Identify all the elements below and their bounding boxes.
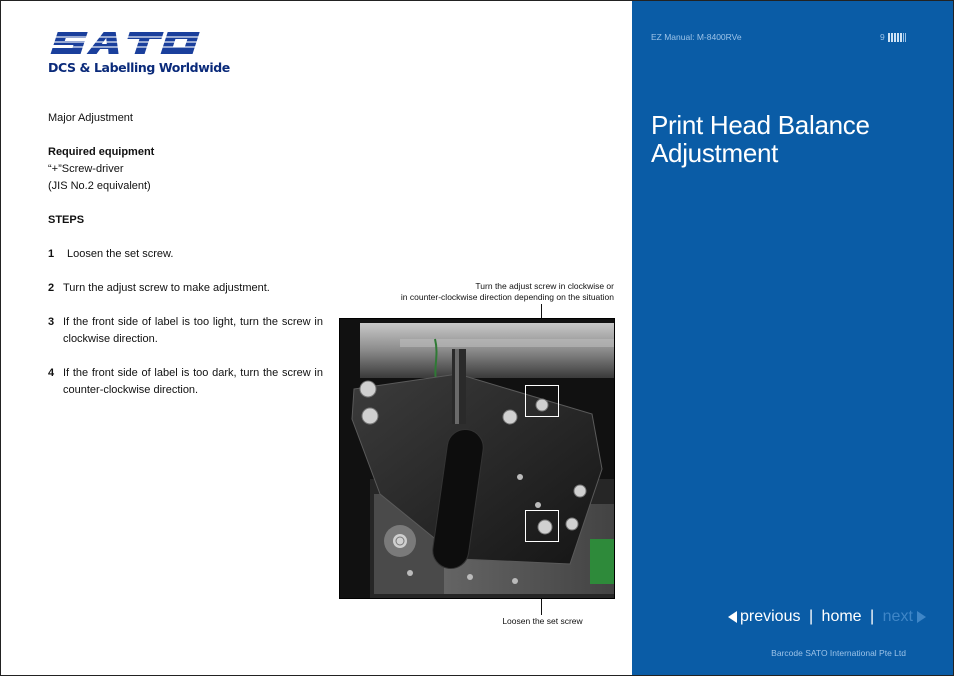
major-adjustment-label: Major Adjustment: [48, 112, 133, 124]
page-indicator-icon: [888, 33, 906, 42]
equipment-line-2: (JIS No.2 equivalent): [48, 180, 151, 192]
equipment-block: [48, 144, 154, 195]
set-screw-highlight: [525, 510, 559, 542]
step-number: 3: [48, 316, 55, 328]
callout-top-line-1: Turn the adjust screw in clockwise or: [475, 281, 614, 291]
step-2: [48, 280, 323, 297]
nav-separator: |: [808, 608, 814, 625]
company-name: Barcode SATO International Pte Ltd: [771, 648, 906, 658]
print-head-illustration: [340, 319, 615, 599]
next-arrow-icon: [917, 611, 926, 623]
step-number: 1: [48, 248, 55, 260]
step-1: [48, 246, 323, 263]
previous-arrow-icon[interactable]: [728, 611, 737, 623]
equipment-heading: Required equipment: [48, 146, 155, 158]
nav-separator: |: [870, 608, 875, 625]
step-3: [48, 314, 323, 348]
step-text: Turn the adjust screw to make adjustment.: [63, 282, 270, 294]
manual-label: EZ Manual: M-8400RVe: [651, 32, 742, 42]
leader-line-bottom: [541, 599, 542, 615]
step-number: 4: [48, 367, 55, 379]
section-heading: [48, 110, 133, 127]
home-link[interactable]: home: [821, 608, 862, 625]
sato-logo: [47, 28, 230, 78]
page-title: Print Head Balance Adjustment: [651, 110, 870, 168]
adjust-screw-highlight: [525, 385, 559, 417]
steps-heading: STEPS: [48, 214, 85, 226]
step-text: Loosen the set screw.: [67, 248, 174, 260]
step-text: If the front side of label is too dark, turn the screw in counter-clockwise direction.: [63, 367, 323, 396]
print-head-photo: [339, 318, 615, 599]
step-number: 2: [48, 282, 55, 294]
callout-top-line-2: in counter-clockwise direction depending on the situation: [400, 292, 614, 302]
step-4: [48, 365, 323, 399]
step-text: If the front side of label is too light, turn the screw in clockwise direction.: [63, 316, 323, 345]
page-number: 9: [880, 32, 885, 42]
title-panel: [632, 1, 953, 675]
navigation-bar: [728, 608, 926, 626]
sato-wordmark: [47, 28, 209, 58]
logo-tagline: DCS & Labelling Worldwide: [48, 60, 230, 75]
previous-link[interactable]: previous: [740, 608, 801, 625]
next-link: next: [882, 608, 913, 625]
callout-adjust-screw: [380, 281, 614, 303]
equipment-line-1: “+”Screw-driver: [48, 163, 124, 175]
callout-set-screw: Loosen the set screw: [502, 616, 583, 626]
